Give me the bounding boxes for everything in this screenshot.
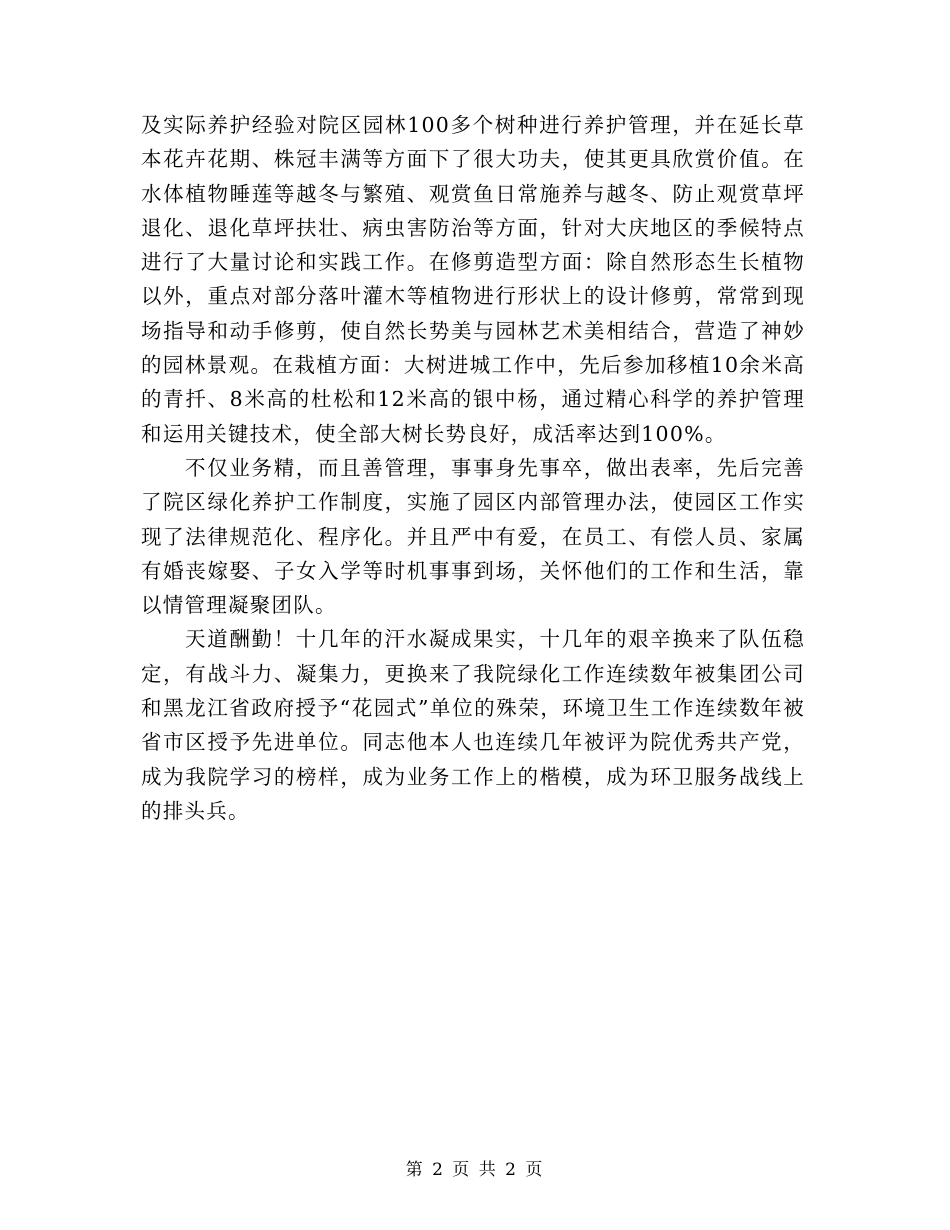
page-number-label: 第 2 页 共 2 页: [405, 1160, 545, 1180]
page-footer: [0, 1155, 950, 1180]
document-body: [141, 108, 805, 828]
paragraph-2: 不仅业务精，而且善管理，事事身先事卒，做出表率，先后完善了院区绿化养护工作制度，实施了园区内部管理办法，使园区工作实现了法律规范化、程序化。并且严中有爱，在员工、有偿人员、家属有婚丧嫁娶、子女入学等时机事事到场，关怀他们的工作和生活，靠以情管理凝聚团队。: [141, 455, 805, 618]
paragraph-3: 天道酬勤！十几年的汗水凝成果实，十几年的艰辛换来了队伍稳定，有战斗力、凝集力，更换来了我院绿化工作连续数年被集团公司和黑龙江省政府授予“花园式”单位的殊荣，环境卫生工作连续数年被省市区授予先进单位。同志他本人也连续几年被评为院优秀共产党，成为我院学习的榜样，成为业务工作上的楷模，成为环卫服务战线上的排头兵。: [141, 627, 805, 823]
paragraph-1: 及实际养护经验对院区园林100多个树种进行养护管理，并在延长草本花卉花期、株冠丰满等方面下了很大功夫，使其更具欣赏价值。在水体植物睡莲等越冬与繁殖、观赏鱼日常施养与越冬、防止观赏草坪退化、退化草坪扶壮、病虫害防治等方面，针对大庆地区的季候特点进行了大量讨论和实践工作。在修剪造型方面：除自然形态生长植物以外，重点对部分落叶灌木等植物进行形状上的设计修剪，常常到现场指导和动手修剪，使自然长势美与园林艺术美相结合，营造了神妙的园林景观。在栽植方面：大树进城工作中，先后参加移植10余米高的青扦、8米高的杜松和12米高的银中杨，通过精心科学的养护管理和运用关键技术，使全部大树长势良好，成活率达到100%。: [141, 113, 805, 446]
